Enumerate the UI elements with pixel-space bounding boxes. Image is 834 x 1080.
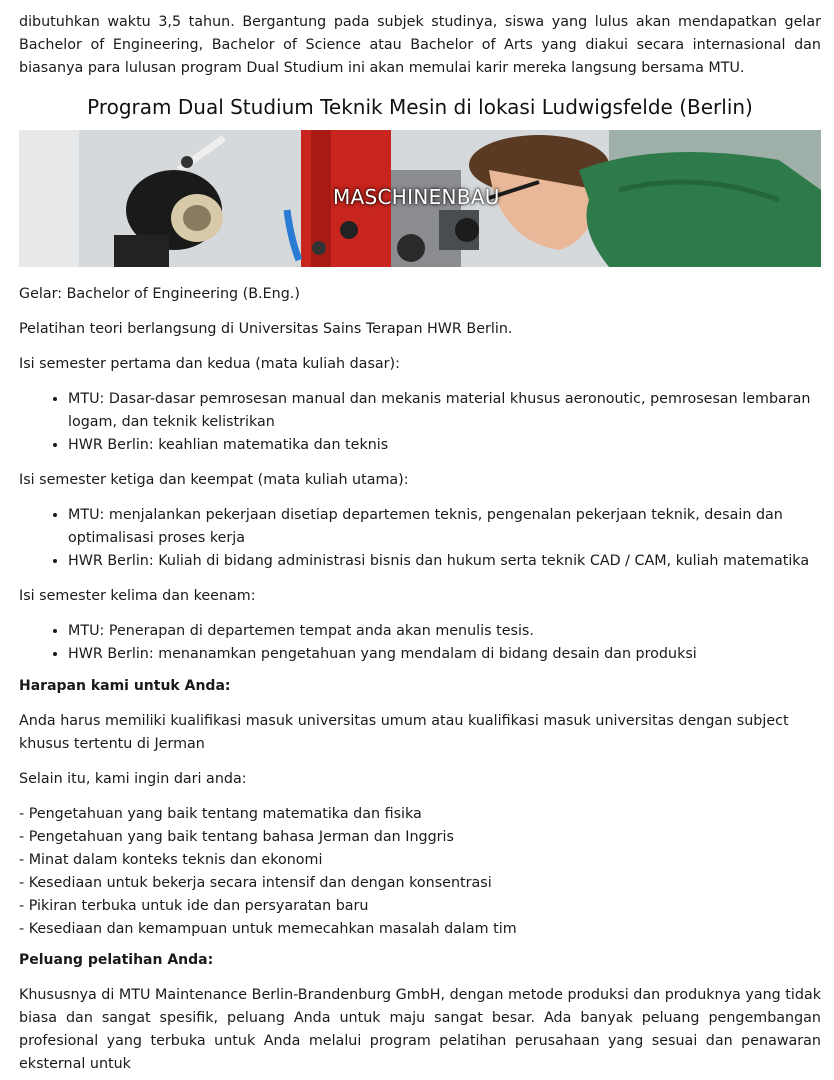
degree-text: Gelar: Bachelor of Engineering (B.Eng.)	[19, 286, 300, 302]
banner-title: MASCHINENBAU	[333, 185, 500, 209]
list-item: - Kesediaan untuk bekerja secara intensif dan dengan konsentrasi	[19, 875, 492, 891]
list-item: - Pengetahuan yang baik tentang bahasa Jerman dan Inggris	[19, 829, 454, 845]
theory-text: Pelatihan teori berlangsung di Universitas Sains Terapan HWR Berlin.	[19, 321, 513, 337]
semester-1-heading: Isi semester pertama dan kedua (mata kuliah dasar):	[19, 356, 400, 372]
semester-3-list	[19, 504, 821, 573]
list-item: • MTU: Dasar-dasar pemrosesan manual dan mekanis material khusus aeronoutic, pemrosesan lembaran logam, dan teknik kelistrikan	[68, 388, 821, 434]
list-item: - Pikiran terbuka untuk ide dan persyaratan baru	[19, 898, 369, 914]
requirements-list	[19, 803, 821, 941]
intro-paragraph: dibutuhkan waktu 3,5 tahun. Bergantung pada subjek studinya, siswa yang lulus akan mendapatkan gelar Bachelor of Engineering, Bachelor of Science atau Bachelor of Arts yang diakui secara internasional dan biasanya para lulusan program Dual Studium ini akan memulai karir mereka langsung bersama MTU.	[19, 14, 821, 76]
expectations-lead: Selain itu, kami ingin dari anda:	[19, 771, 247, 787]
list-item: • MTU: menjalankan pekerjaan disetiap departemen teknis, pengenalan pekerjaan teknik, desain dan optimalisasi proses kerja	[68, 504, 821, 550]
opportunities-text: Khususnya di MTU Maintenance Berlin-Brandenburg GmbH, dengan metode produksi dan produknya yang tidak biasa dan sangat spesifik, peluang Anda untuk maju sangat besar. Ada banyak peluang pengembangan profesional yang terbuka untuk Anda melalui program pelatihan perusahaan yang sesuai dan penawaran eksternal untuk	[19, 987, 821, 1072]
expectations-heading: Harapan kami untuk Anda:	[19, 678, 231, 694]
banner-image	[19, 130, 821, 267]
list-item: • HWR Berlin: menanamkan pengetahuan yang mendalam di bidang desain dan produksi	[68, 643, 821, 666]
list-item: • HWR Berlin: keahlian matematika dan teknis	[68, 434, 821, 457]
list-item: • HWR Berlin: Kuliah di bidang administrasi bisnis dan hukum serta teknik CAD / CAM, kuliah matematika	[68, 550, 821, 573]
section-title: Program Dual Studium Teknik Mesin di lokasi Ludwigsfelde (Berlin)	[87, 95, 753, 119]
semester-5-heading: Isi semester kelima dan keenam:	[19, 588, 256, 604]
semester-1-list	[19, 388, 821, 457]
list-item: - Pengetahuan yang baik tentang matematika dan fisika	[19, 806, 422, 822]
list-item: - Kesediaan dan kemampuan untuk memecahkan masalah dalam tim	[19, 921, 517, 937]
semester-5-list	[19, 620, 821, 666]
opportunities-heading: Peluang pelatihan Anda:	[19, 952, 214, 968]
list-item: • MTU: Penerapan di departemen tempat anda akan menulis tesis.	[68, 620, 821, 643]
expectations-text: Anda harus memiliki kualifikasi masuk universitas umum atau kualifikasi masuk universitas dengan subject khusus tertentu di Jerman	[19, 713, 789, 752]
list-item: - Minat dalam konteks teknis dan ekonomi	[19, 852, 323, 868]
semester-3-heading: Isi semester ketiga dan keempat (mata kuliah utama):	[19, 472, 409, 488]
